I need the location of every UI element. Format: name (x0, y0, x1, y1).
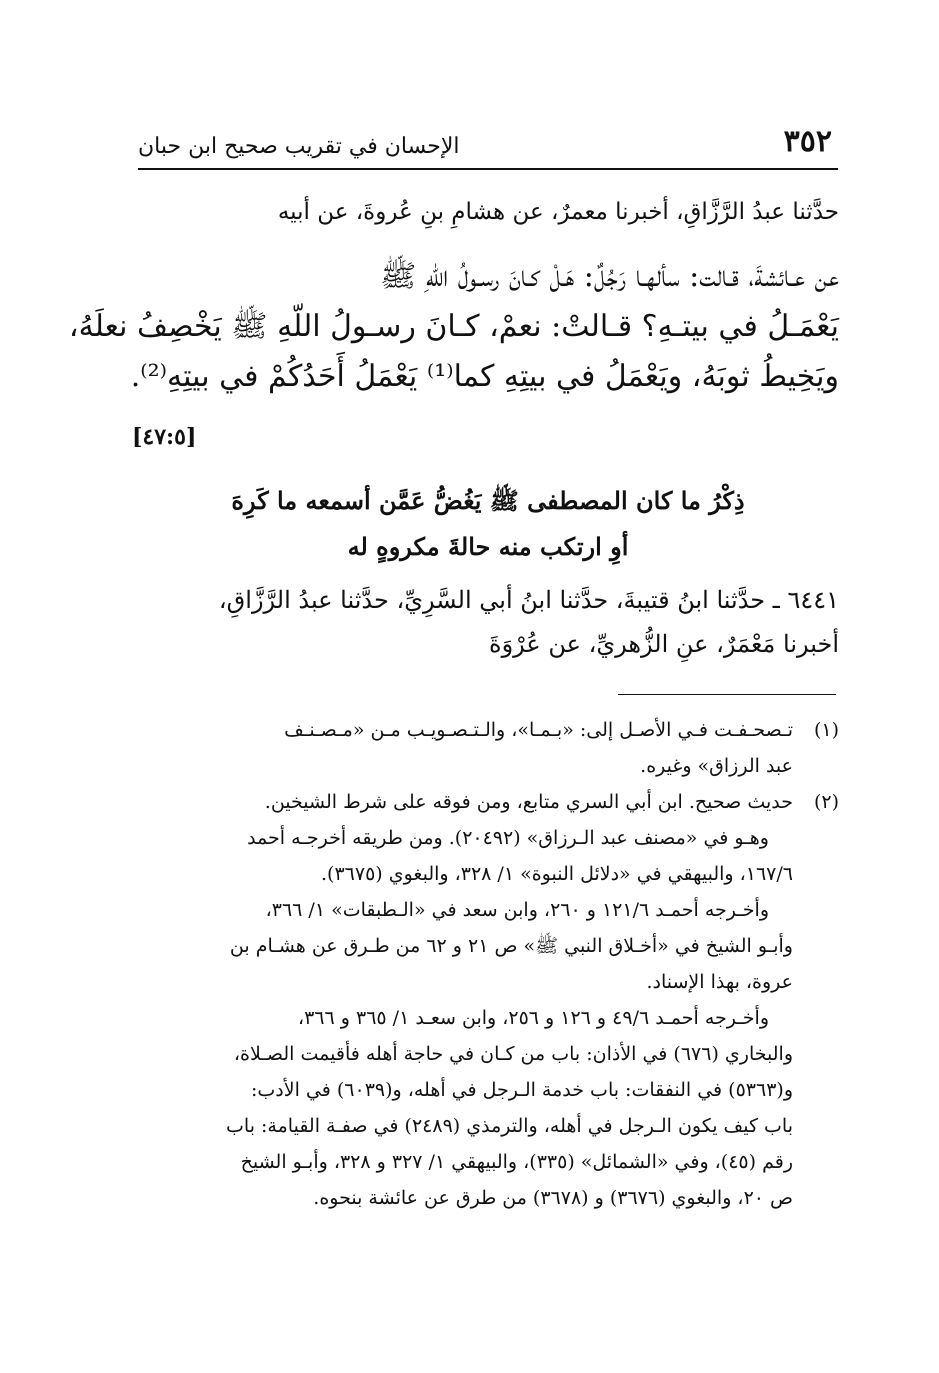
footnote-line: عبد الرزاق» وغيره. (640, 755, 793, 777)
chapter-heading-line: أوِ ارتكب منه حالةَ مكروهٍ له (347, 532, 629, 561)
footnote-line: رقم (٤٥)، وفي «الشمائل» (٣٣٥)، والبيهقي ١/ ٣٢٧ و ٣٢٨، وأبـو الشيخ (240, 1151, 793, 1173)
footnote-line: والبخاري (٦٧٦) في الأذان: باب من كـان في حاجة أهله فأقيمت الصـلاة، (233, 1043, 793, 1065)
footnote-line: تـصحـفـت فـي الأصـل إلى: «بـمـا»، والـتـصـويـب مـن «مـصـنـف (284, 719, 793, 741)
chapter-heading (138, 478, 838, 570)
hadith-line: أخبرنا مَعْمَرٌ، عنِ الزُّهريِّ، عن عُرْوَةَ (489, 630, 839, 658)
page-header (138, 118, 838, 170)
footnote-2 (129, 784, 839, 1216)
footnote-1 (129, 712, 839, 784)
running-title: الإحسان في تقريب صحيح ابن حبان (138, 134, 460, 159)
hadith-6441 (139, 578, 839, 666)
hadith-line: ويَخِيطُ ثوبَهُ، ويَعْمَلُ في بيتِهِ كما⁽¹⁾ يَعْمَلُ أَحَدُكُمْ في بيتِهِ⁽²⁾. (130, 359, 839, 394)
footnote-line: ١٦٧/٦، والبيهقي في «دلائل النبوة» ١/ ٣٢٨، والبغوي (٣٦٧٥). (321, 863, 793, 885)
footnote-line: وأخـرجه أحمـد ١٢١/٦ و ٢٦٠، وابن سعد في «الـطبقات» ١/ ٣٦٦، (265, 899, 769, 921)
intro-line: حدَّثنا عبدُ الرَّزَّاقِ، أخبرنا معمرٌ، عن هشامِ بنِ عُروةَ، عن أبيه (277, 199, 839, 225)
footnotes (129, 712, 839, 1216)
footnote-divider (618, 694, 836, 695)
hadith-line: ٦٤٤١ ـ حدَّثنا ابنُ قتيبةَ، حدَّثنا ابنُ أبي السَّرِيِّ، حدَّثنا عبدُ الرَّزَّاقِ، (218, 586, 839, 614)
footnote-line: و(٥٣٦٣) في النفقات: باب خدمة الـرجل في أهله، و(٦٠٣٩) في الأدب: (251, 1079, 793, 1101)
footnote-number: (١) (813, 719, 839, 741)
footnote-number: (٢) (813, 791, 839, 813)
hadith-line: عن عـائشةَ، قـالت: سألهـا رَجُلٌ: هَـلْ كـانَ رسـولُ اللّهِ ﷺ (379, 259, 839, 294)
footnote-line: وهـو في «مصنف عبد الـرزاق» (٢٠٤٩٢). ومن طريقه أخرجـه أحمد (247, 827, 769, 849)
footnote-line: وأبـو الشيخ في «أخـلاق النبي ﷺ» ص ٢١ و ٦٢ من طـرق عن هشـام بن (229, 935, 793, 957)
hadith-line: يَعْمَـلُ في بيتـهِ؟ قـالتْ: نعمْ، كـانَ رسـولُ اللّهِ ﷺ يَخْصِفُ نعلَهُ، (68, 309, 839, 344)
hadith-reference: [٤٧:٥] (132, 424, 197, 450)
footnote-line: باب كيف يكون الـرجل في أهله، والترمذي (٢٤٨٩) في صفـة القيامة: باب (226, 1115, 793, 1137)
footnote-line: حديث صحيح. ابن أبي السري متابع، ومن فوقه على شرط الشيخين. (264, 791, 793, 813)
isnad-intro (139, 190, 839, 234)
footnote-line: وأخـرجه أحمـد ٤٩/٦ و ١٢٦ و ٢٥٦، وابن سعـد ١/ ٣٦٥ و ٣٦٦، (297, 1007, 769, 1029)
footnote-line: ص ٢٠، والبغوي (٣٦٧٦) و (٣٦٧٨) من طرق عن عائشة بنحوه. (313, 1187, 793, 1209)
chapter-heading-line: ذِكْرُ ما كان المصطفى ﷺ يَغُضُّ عَمَّن أسمعه ما كَرِهَ (231, 486, 745, 515)
hadith-text (68, 252, 839, 402)
page-number: ٣٥٢ (783, 124, 832, 159)
footnote-line: عروة، بهذا الإسناد. (646, 971, 793, 993)
